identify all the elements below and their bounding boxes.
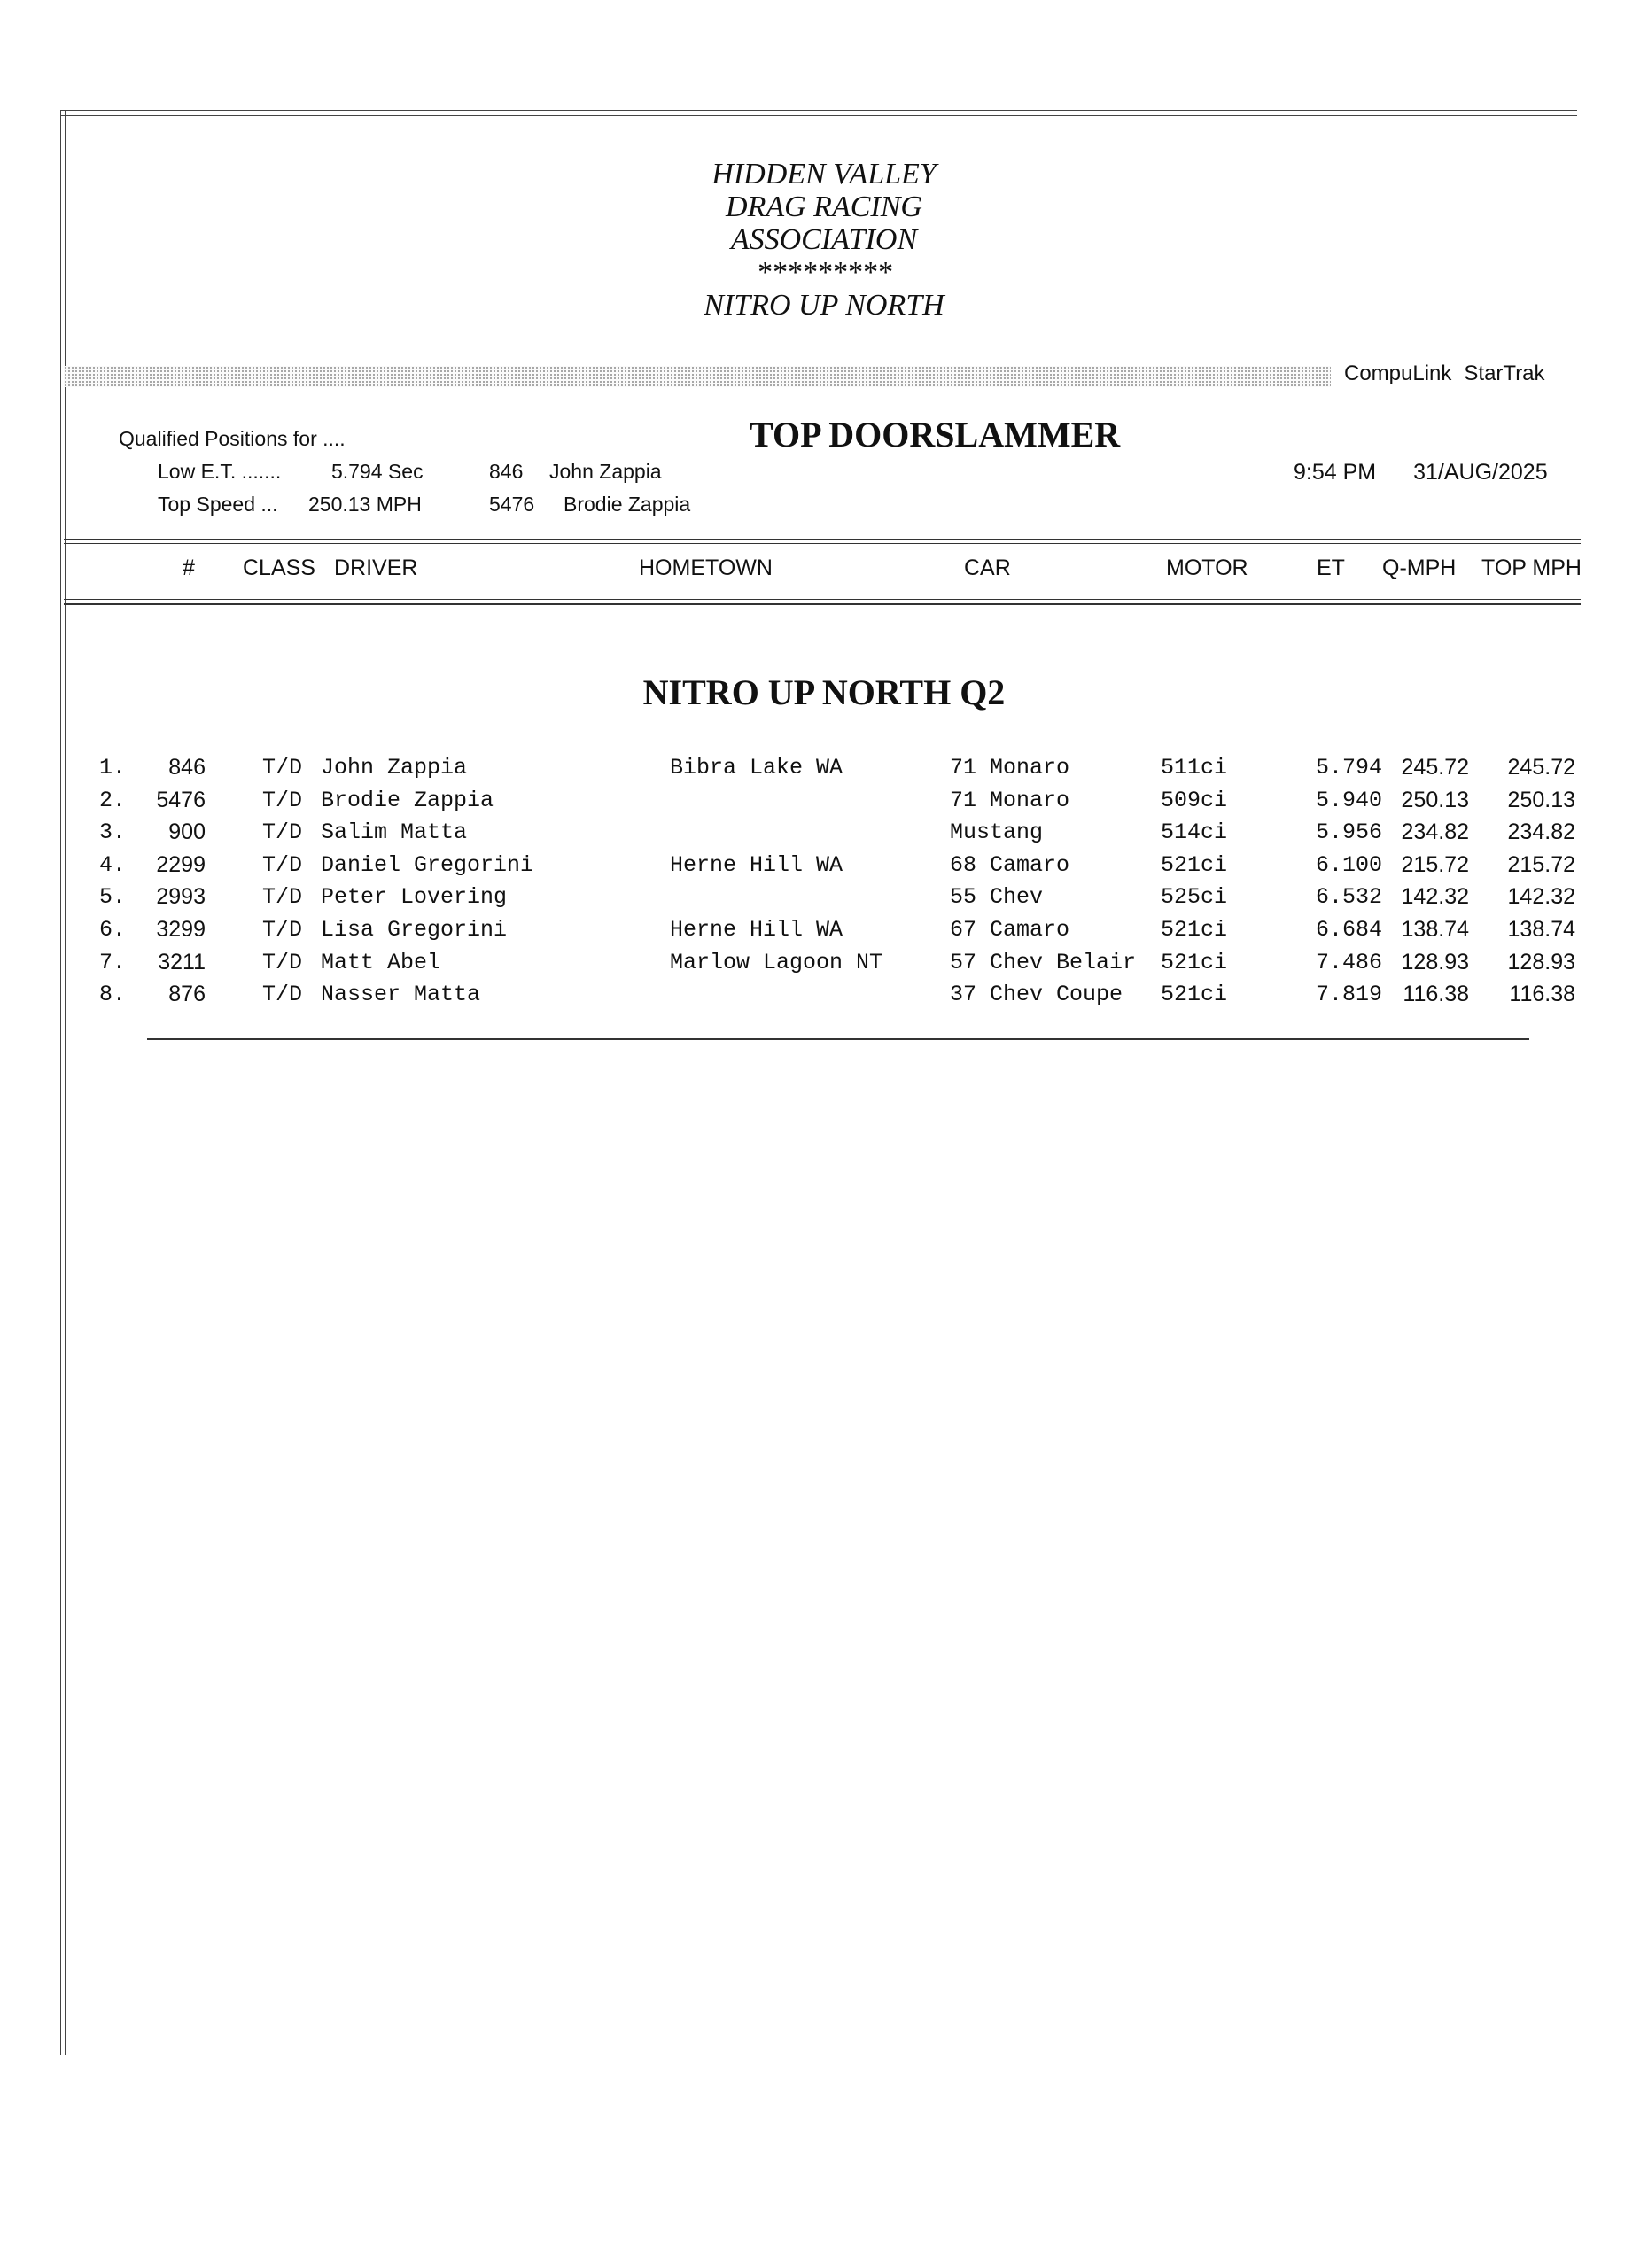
result-driver: Peter Lovering	[321, 884, 508, 911]
result-car-number: 900	[168, 819, 206, 845]
col-header-car: CAR	[964, 555, 1011, 580]
result-position: 5.	[99, 884, 127, 911]
session-title: NITRO UP NORTH Q2	[642, 672, 1006, 712]
result-class: T/D	[262, 787, 303, 813]
result-driver: Daniel Gregorini	[321, 851, 534, 878]
result-class: T/D	[262, 949, 303, 975]
result-position: 1.	[99, 755, 127, 781]
result-class: T/D	[262, 884, 303, 911]
time: 9:54 PM	[1294, 460, 1377, 485]
result-top-mph: 215.72	[1507, 851, 1575, 877]
result-position: 4.	[99, 851, 127, 878]
timestamp	[1294, 460, 1548, 485]
result-position: 7.	[99, 949, 127, 975]
table-row	[0, 819, 1648, 852]
table-row	[0, 788, 1648, 820]
table-row	[0, 982, 1648, 1014]
result-qmph: 128.93	[1401, 949, 1469, 975]
result-qmph: 142.32	[1401, 884, 1469, 910]
result-qmph: 245.72	[1401, 755, 1469, 780]
header-rule-bottom	[64, 603, 1581, 605]
col-header-motor: MOTOR	[1166, 555, 1248, 580]
result-et: 5.794	[1315, 755, 1382, 781]
result-motor: 521ci	[1161, 851, 1228, 878]
result-car-number: 876	[168, 982, 206, 1007]
result-motor: 521ci	[1161, 949, 1228, 975]
header-rule-top	[64, 539, 1581, 540]
brand-compulink: CompuLink	[1344, 361, 1452, 385]
result-position: 6.	[99, 917, 127, 943]
result-driver: Lisa Gregorini	[321, 917, 508, 943]
class-title: TOP DOORSLAMMER	[750, 415, 1121, 454]
table-row	[0, 950, 1648, 983]
header-rule-top-inner	[64, 543, 1581, 544]
result-class: T/D	[262, 982, 303, 1008]
result-et: 6.532	[1315, 884, 1382, 911]
result-qmph: 234.82	[1401, 819, 1469, 845]
result-top-mph: 138.74	[1507, 917, 1575, 942]
result-motor: 525ci	[1161, 884, 1228, 911]
result-position: 3.	[99, 819, 127, 846]
organization-header	[0, 158, 1648, 322]
col-header-hometown: HOMETOWN	[639, 555, 773, 580]
table-row	[0, 884, 1648, 917]
result-driver: John Zappia	[321, 755, 468, 781]
result-top-mph: 142.32	[1507, 884, 1575, 910]
top-speed-driver: Brodie Zappia	[564, 493, 691, 516]
result-car-number: 846	[168, 755, 206, 780]
result-et: 7.486	[1315, 949, 1382, 975]
header-rule-bottom-inner	[64, 599, 1581, 600]
result-top-mph: 234.82	[1507, 819, 1575, 845]
org-line-2: DRAG RACING	[726, 190, 922, 223]
result-qmph: 250.13	[1401, 787, 1469, 812]
result-class: T/D	[262, 819, 303, 846]
result-car: 57 Chev Belair	[950, 949, 1137, 975]
top-speed-value: 250.13 MPH	[308, 493, 422, 516]
result-position: 2.	[99, 787, 127, 813]
top-speed-number: 5476	[489, 493, 535, 516]
result-motor: 511ci	[1161, 755, 1228, 781]
frame-top-rule	[60, 110, 1577, 111]
result-position: 8.	[99, 982, 127, 1008]
result-motor: 521ci	[1161, 982, 1228, 1008]
result-motor: 514ci	[1161, 819, 1228, 846]
org-line-3: ASSOCIATION	[730, 223, 918, 256]
low-et-label: Low E.T. .......	[158, 460, 282, 483]
result-car: 55 Chev	[950, 884, 1044, 911]
org-stars: *********	[756, 256, 892, 289]
result-car: 71 Monaro	[950, 755, 1070, 781]
result-car-number: 2993	[156, 884, 206, 910]
result-motor: 521ci	[1161, 917, 1228, 943]
result-car: 67 Camaro	[950, 917, 1070, 943]
result-car-number: 2299	[156, 851, 206, 877]
result-class: T/D	[262, 917, 303, 943]
result-car-number: 3211	[158, 949, 206, 975]
result-car-number: 3299	[156, 917, 206, 942]
result-car: 71 Monaro	[950, 787, 1070, 813]
low-et-number: 846	[489, 460, 524, 483]
frame-top-rule-inner	[60, 115, 1577, 116]
result-et: 7.819	[1315, 982, 1382, 1008]
col-header-num: #	[183, 555, 195, 580]
result-driver: Brodie Zappia	[321, 787, 494, 813]
results-bottom-rule	[147, 1038, 1529, 1040]
result-hometown: Marlow Lagoon NT	[670, 949, 883, 975]
result-et: 5.956	[1315, 819, 1382, 846]
result-class: T/D	[262, 755, 303, 781]
result-motor: 509ci	[1161, 787, 1228, 813]
result-hometown: Bibra Lake WA	[670, 755, 843, 781]
col-header-qmph: Q-MPH	[1382, 555, 1457, 580]
result-et: 5.940	[1315, 787, 1382, 813]
result-driver: Nasser Matta	[321, 982, 481, 1008]
result-hometown: Herne Hill WA	[670, 851, 843, 878]
top-speed-label: Top Speed ...	[158, 493, 278, 516]
col-header-class: CLASS	[243, 555, 315, 580]
result-class: T/D	[262, 851, 303, 878]
table-row	[0, 852, 1648, 885]
result-qmph: 116.38	[1403, 982, 1469, 1007]
result-qmph: 215.72	[1401, 851, 1469, 877]
result-qmph: 138.74	[1401, 917, 1469, 942]
date: 31/AUG/2025	[1413, 460, 1548, 485]
result-driver: Salim Matta	[321, 819, 468, 846]
software-branding	[1344, 361, 1558, 386]
col-header-topmph: TOP MPH	[1481, 555, 1582, 580]
col-header-et: ET	[1317, 555, 1345, 580]
table-row	[0, 755, 1648, 788]
org-line-1: HIDDEN VALLEY	[711, 158, 937, 190]
result-hometown: Herne Hill WA	[670, 917, 843, 943]
result-car: Mustang	[950, 819, 1044, 846]
result-car-number: 5476	[156, 787, 206, 812]
result-top-mph: 250.13	[1507, 787, 1575, 812]
brand-startrak: StarTrak	[1464, 361, 1545, 385]
result-top-mph: 128.93	[1507, 949, 1575, 975]
qualified-heading: Qualified Positions for ....	[119, 427, 346, 450]
result-top-mph: 245.72	[1507, 755, 1575, 780]
result-car: 37 Chev Coupe	[950, 982, 1123, 1008]
result-driver: Matt Abel	[321, 949, 441, 975]
low-et-driver: John Zappia	[549, 460, 662, 483]
result-car: 68 Camaro	[950, 851, 1070, 878]
table-row	[0, 917, 1648, 950]
low-et-value: 5.794 Sec	[331, 460, 424, 483]
col-header-driver: DRIVER	[334, 555, 418, 580]
dotted-band	[64, 366, 1331, 387]
result-et: 6.684	[1315, 917, 1382, 943]
result-et: 6.100	[1315, 851, 1382, 878]
result-top-mph: 116.38	[1509, 982, 1575, 1007]
frame-left-rule	[60, 110, 66, 2055]
org-event-name: NITRO UP NORTH	[704, 289, 944, 322]
